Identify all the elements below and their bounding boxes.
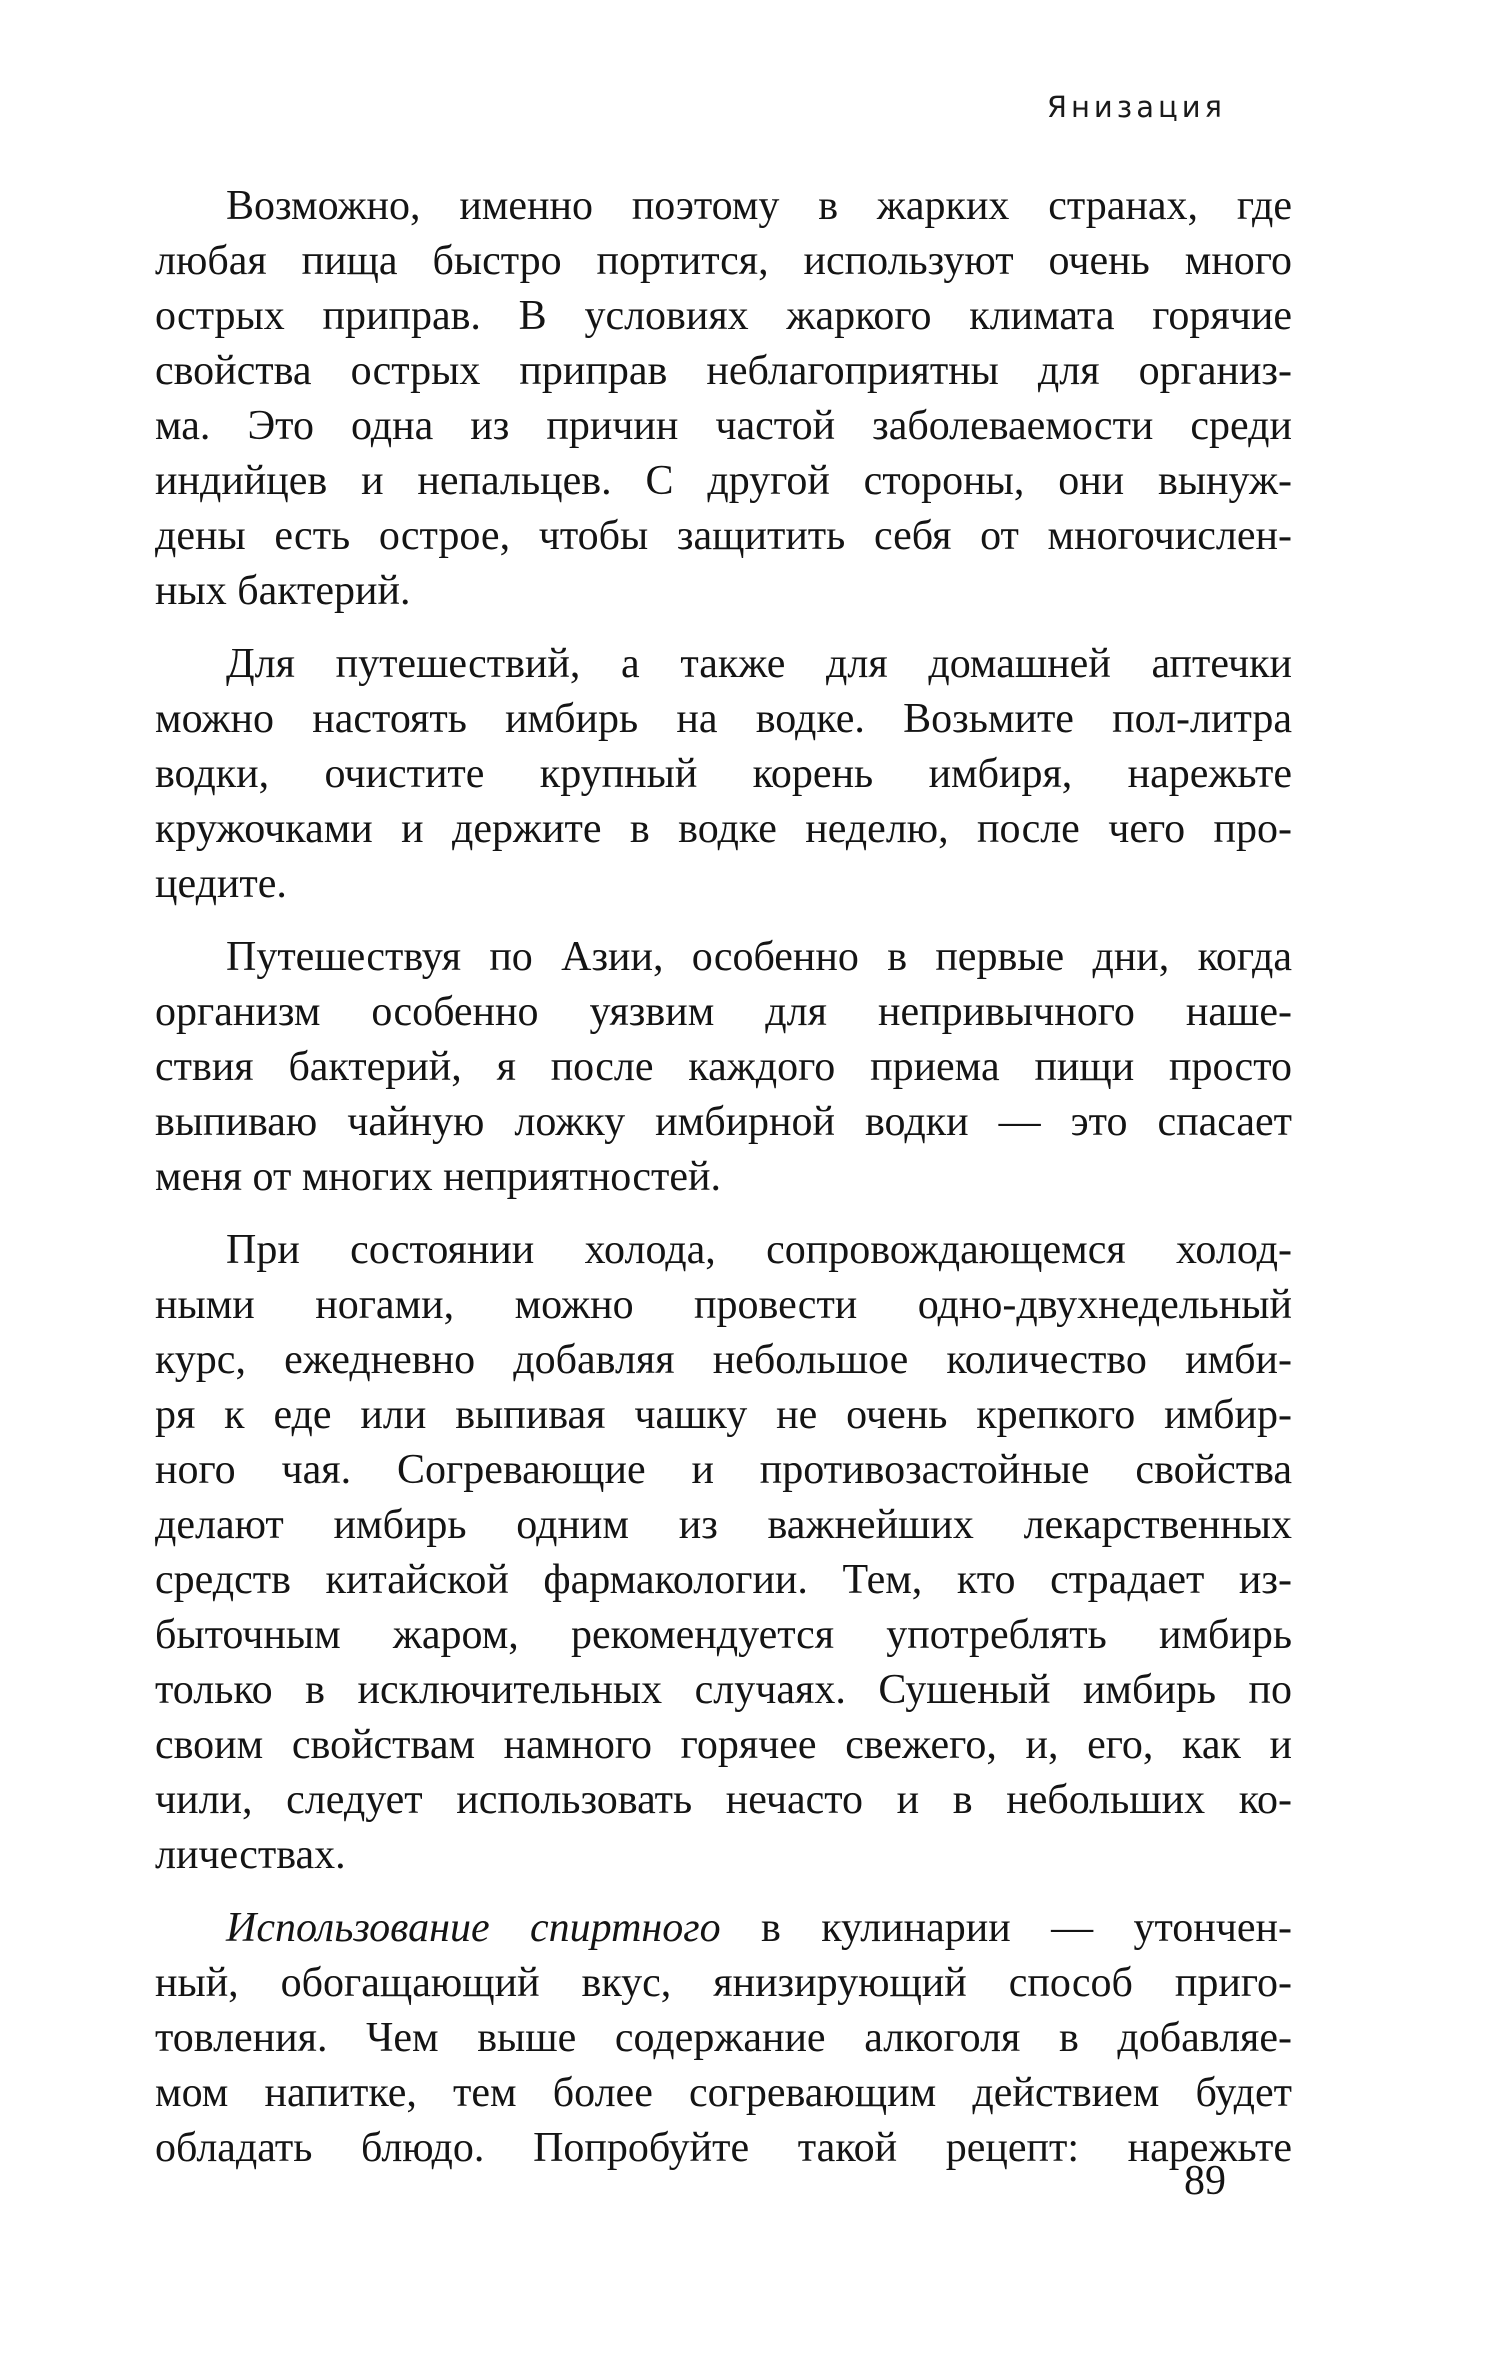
text-line: Возможно, именно поэтому в жарких странах, где [226,183,1292,229]
text-line: обладать блюдо. Попробуйте такой рецепт: нарежьте [155,2125,1292,2171]
text-line: Для путешествий, а также для домашней аптечки [226,641,1292,687]
text-line: Путешествуя по Азии, особенно в первые дни, когда [226,934,1292,980]
paragraph [155,1223,1292,1883]
text-line: острых приправ. В условиях жаркого климата горячие [155,293,1292,339]
text-line: ных бактерий. [155,568,411,614]
text-line: личествах. [155,1832,346,1878]
text-line: ными ногами, можно провести одно-двухнедельный [155,1282,1292,1328]
text-line: При состоянии холода, сопровождающемся холод- [226,1227,1292,1273]
text-line: курс, ежедневно добавляя небольшое количество имби- [155,1337,1292,1383]
text-line: своим свойствам намного горячее свежего, и, его, как и [155,1722,1292,1768]
text-line: товления. Чем выше содержание алкоголя в добавляе- [155,2015,1292,2061]
body-text [155,179,1292,2176]
text-line: цедите. [155,861,287,907]
text-line: любая пища быстро портится, используют очень много [155,238,1292,284]
text-line: средств китайской фармакологии. Тем, кто страдает из- [155,1557,1292,1603]
paragraph [155,930,1292,1205]
text-line: ма. Это одна из причин частой заболеваемости среди [155,403,1292,449]
text-line: индийцев и непальцев. С другой стороны, они вынуж- [155,458,1292,504]
text-line: мом напитке, тем более согревающим действием будет [155,2070,1292,2116]
text-line: свойства острых приправ неблагоприятны для организ- [155,348,1292,394]
italic-term: Использование спиртного [226,1905,721,1951]
paragraph [155,1901,1292,2176]
text-line: ный, обогащающий вкус, янизирующий способ приго- [155,1960,1292,2006]
text-line: дены есть острое, чтобы защитить себя от многочислен- [155,513,1292,559]
text-line: чили, следует использовать нечасто и в небольших ко- [155,1777,1292,1823]
paragraph [155,179,1292,619]
text-line [155,1901,1292,1956]
text-line: кружочками и держите в водке неделю, после чего про- [155,806,1292,852]
text-line: быточным жаром, рекомендуется употреблять имбирь [155,1612,1292,1658]
text-line: ствия бактерий, я после каждого приема пищи просто [155,1044,1292,1090]
text-line: ря к еде или выпивая чашку не очень крепкого имбир- [155,1392,1292,1438]
text-line: только в исключительных случаях. Сушеный имбирь по [155,1667,1292,1713]
text-line: организм особенно уязвим для непривычного наше- [155,989,1292,1035]
text-line: меня от многих неприятностей. [155,1154,721,1200]
paragraph [155,637,1292,912]
text-line: выпиваю чайную ложку имбирной водки — это спасает [155,1099,1292,1145]
text-run: в кулинарии — утончен- [720,1905,1292,1951]
running-head: Янизация [1046,90,1226,124]
page-number: 89 [1184,2158,1226,2204]
text-line: ного чая. Согревающие и противозастойные свойства [155,1447,1292,1493]
text-line: водки, очистите крупный корень имбиря, нарежьте [155,751,1292,797]
text-line: делают имбирь одним из важнейших лекарственных [155,1502,1292,1548]
text-line: можно настоять имбирь на водке. Возьмите пол-литра [155,696,1292,742]
